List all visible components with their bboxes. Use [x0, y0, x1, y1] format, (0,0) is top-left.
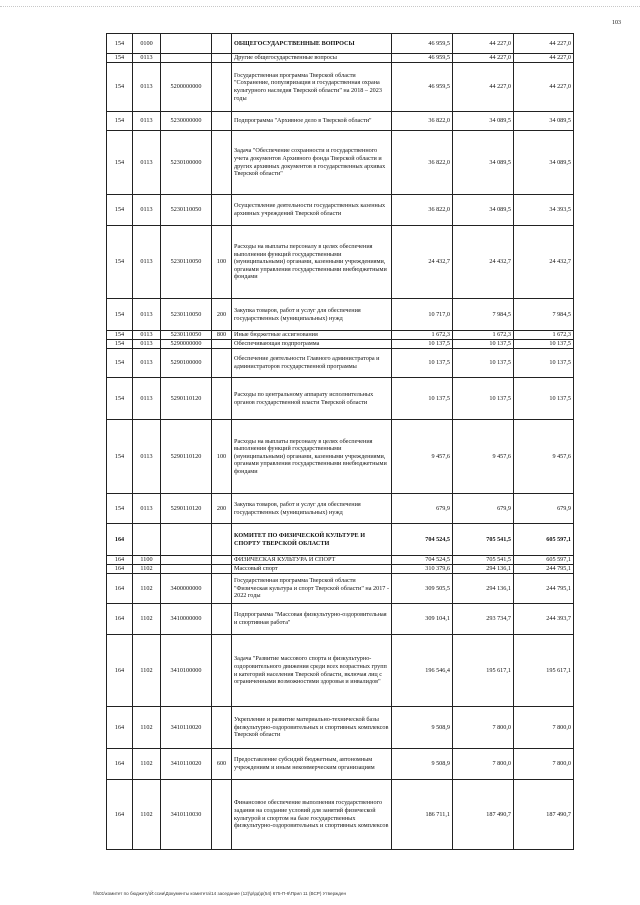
cell-amount-year-1: 196 546,4 [392, 635, 453, 707]
cell-amount-year-2: 7 984,5 [453, 299, 514, 331]
cell-amount-year-1: 10 137,5 [392, 378, 453, 420]
cell-target-article [161, 54, 212, 63]
cell-name: Расходы на выплаты персоналу в целях обеспечения выполнения функций государственными (муниципальными) органами, казенными учреждениями, органами управления государственными внебюджетными фондами [232, 226, 392, 299]
cell-chapter: 154 [107, 112, 133, 131]
table-row [107, 349, 574, 378]
cell-amount-year-2: 44 227,0 [453, 34, 514, 54]
cell-amount-year-1: 46 959,5 [392, 54, 453, 63]
cell-amount-year-2: 7 800,0 [453, 707, 514, 749]
cell-expense-type: 600 [212, 749, 232, 780]
table-row [107, 63, 574, 112]
cell-section-code: 0113 [133, 131, 161, 195]
cell-name: Закупка товаров, работ и услуг для обеспечения государственных (муниципальных) нужд [232, 299, 392, 331]
table-row [107, 556, 574, 565]
cell-amount-year-3: 7 984,5 [514, 299, 574, 331]
cell-name: Государственная программа Тверской области "Сохранение, популяризация и государственная охрана культурного наследия Тверской области" на 2018 – 2023 годы [232, 63, 392, 112]
cell-chapter: 164 [107, 556, 133, 565]
cell-name: Другие общегосударственные вопросы [232, 54, 392, 63]
cell-target-article: 3410110030 [161, 780, 212, 850]
cell-name: Укрепление и развитие материально-технической базы физкультурно-оздоровительных и спортивных комплексов Тверской области [232, 707, 392, 749]
cell-chapter: 154 [107, 340, 133, 349]
cell-chapter: 164 [107, 574, 133, 604]
cell-amount-year-2: 705 541,5 [453, 524, 514, 556]
cell-target-article: 5290110120 [161, 378, 212, 420]
cell-chapter: 164 [107, 635, 133, 707]
cell-section-code: 0113 [133, 340, 161, 349]
cell-name: Массовый спорт [232, 565, 392, 574]
cell-amount-year-1: 46 959,5 [392, 63, 453, 112]
cell-target-article: 5230110050 [161, 331, 212, 340]
cell-target-article: 5230110050 [161, 195, 212, 226]
cell-expense-type [212, 780, 232, 850]
cell-chapter: 154 [107, 34, 133, 54]
top-dotted-rule [0, 6, 640, 8]
cell-amount-year-3: 10 137,5 [514, 378, 574, 420]
table-row [107, 112, 574, 131]
cell-expense-type [212, 524, 232, 556]
cell-amount-year-3: 679,9 [514, 494, 574, 524]
table-row [107, 604, 574, 635]
cell-chapter: 154 [107, 131, 133, 195]
cell-amount-year-1: 10 717,0 [392, 299, 453, 331]
cell-amount-year-3: 34 393,5 [514, 195, 574, 226]
table-row [107, 780, 574, 850]
cell-amount-year-2: 34 089,5 [453, 112, 514, 131]
cell-section-code: 0100 [133, 34, 161, 54]
cell-name: Задача "Обеспечение сохранности и государственного учета документов Архивного фонда Тверской области и других архивных документов в государственных архивах Тверской области" [232, 131, 392, 195]
cell-section-code: 1102 [133, 707, 161, 749]
cell-section-code: 0113 [133, 299, 161, 331]
cell-name: Иные бюджетные ассигнования [232, 331, 392, 340]
cell-amount-year-3: 605 597,1 [514, 556, 574, 565]
cell-amount-year-1: 10 137,5 [392, 349, 453, 378]
cell-amount-year-1: 9 508,9 [392, 707, 453, 749]
cell-chapter: 164 [107, 707, 133, 749]
cell-target-article: 5290110120 [161, 494, 212, 524]
cell-amount-year-3: 24 432,7 [514, 226, 574, 299]
cell-section-code: 1102 [133, 574, 161, 604]
cell-name: ФИЗИЧЕСКАЯ КУЛЬТУРА И СПОРТ [232, 556, 392, 565]
cell-chapter: 164 [107, 524, 133, 556]
cell-amount-year-2: 679,9 [453, 494, 514, 524]
cell-chapter: 164 [107, 604, 133, 635]
cell-target-article: 3400000000 [161, 574, 212, 604]
cell-amount-year-1: 36 822,0 [392, 195, 453, 226]
cell-name: Расходы на выплаты персоналу в целях обеспечения выполнения функций государственными (муниципальными) органами, казенными учреждениями, органами управления государственными внебюджетными фондами [232, 420, 392, 494]
cell-name: Государственная программа Тверской области "Физическая культура и спорт Тверской области" на 2017 - 2022 годы [232, 574, 392, 604]
cell-amount-year-1: 309 104,1 [392, 604, 453, 635]
cell-amount-year-1: 10 137,5 [392, 340, 453, 349]
cell-chapter: 154 [107, 331, 133, 340]
cell-amount-year-1: 704 524,5 [392, 524, 453, 556]
cell-target-article: 5290000000 [161, 340, 212, 349]
cell-section-code: 0113 [133, 420, 161, 494]
cell-target-article: 5230110050 [161, 226, 212, 299]
cell-amount-year-1: 1 672,3 [392, 331, 453, 340]
cell-amount-year-3: 1 672,3 [514, 331, 574, 340]
table-row [107, 420, 574, 494]
cell-expense-type [212, 34, 232, 54]
table-row [107, 131, 574, 195]
cell-chapter: 154 [107, 226, 133, 299]
cell-amount-year-1: 46 959,5 [392, 34, 453, 54]
cell-name: ОБЩЕГОСУДАРСТВЕННЫЕ ВОПРОСЫ [232, 34, 392, 54]
table-row [107, 635, 574, 707]
budget-table [106, 33, 574, 850]
cell-name: Обеспечение деятельности Главного администратора и администраторов государственной программы [232, 349, 392, 378]
cell-amount-year-2: 294 136,1 [453, 574, 514, 604]
table-row [107, 565, 574, 574]
cell-amount-year-1: 679,9 [392, 494, 453, 524]
table-row [107, 226, 574, 299]
cell-amount-year-2: 44 227,0 [453, 54, 514, 63]
cell-chapter: 154 [107, 299, 133, 331]
cell-amount-year-3: 7 800,0 [514, 749, 574, 780]
cell-section-code: 1102 [133, 780, 161, 850]
cell-target-article: 5290110120 [161, 420, 212, 494]
cell-amount-year-3: 9 457,6 [514, 420, 574, 494]
cell-amount-year-3: 244 795,1 [514, 565, 574, 574]
cell-chapter: 154 [107, 349, 133, 378]
cell-target-article: 5230100000 [161, 131, 212, 195]
table-body [107, 34, 574, 850]
cell-section-code [133, 524, 161, 556]
cell-name: Предоставление субсидий бюджетным, автономным учреждениям и иным некоммерческим организациям [232, 749, 392, 780]
cell-expense-type [212, 604, 232, 635]
cell-name: Подпрограмма "Архивное дело в Тверской области" [232, 112, 392, 131]
cell-section-code: 1102 [133, 635, 161, 707]
table-row [107, 749, 574, 780]
cell-amount-year-2: 7 800,0 [453, 749, 514, 780]
table-row [107, 494, 574, 524]
cell-amount-year-2: 10 137,5 [453, 349, 514, 378]
cell-amount-year-1: 704 524,5 [392, 556, 453, 565]
cell-chapter: 154 [107, 63, 133, 112]
table-row [107, 340, 574, 349]
cell-amount-year-2: 195 617,1 [453, 635, 514, 707]
cell-amount-year-2: 9 457,6 [453, 420, 514, 494]
cell-section-code: 0113 [133, 331, 161, 340]
table-row [107, 299, 574, 331]
cell-amount-year-1: 24 432,7 [392, 226, 453, 299]
cell-target-article: 3410000000 [161, 604, 212, 635]
cell-expense-type [212, 378, 232, 420]
table-row [107, 34, 574, 54]
cell-target-article [161, 556, 212, 565]
cell-target-article: 3410100000 [161, 635, 212, 707]
cell-target-article: 5200000000 [161, 63, 212, 112]
cell-amount-year-2: 44 227,0 [453, 63, 514, 112]
cell-amount-year-2: 10 137,5 [453, 378, 514, 420]
cell-target-article: 5230000000 [161, 112, 212, 131]
cell-name: Задача "Развитие массового спорта и физкультурно-оздоровительного движения среди всех возрастных групп и категорий населения Тверской области, включая лиц с ограниченными возможностями здоровья и инвалидов" [232, 635, 392, 707]
table-row [107, 378, 574, 420]
footer-file-path: \\fs01\комитет по бюджету\Й:ссии\Документы комитета\14 заседание (12)\р\рд\р(54) 675-П-6\Прил 11 (ВСР) Утвержден [93, 891, 347, 896]
cell-amount-year-3: 34 089,5 [514, 112, 574, 131]
cell-chapter: 164 [107, 565, 133, 574]
table-row [107, 524, 574, 556]
cell-expense-type: 800 [212, 331, 232, 340]
cell-amount-year-2: 293 734,7 [453, 604, 514, 635]
cell-target-article [161, 34, 212, 54]
cell-name: Финансовое обеспечение выполнения государственного задания на создание условий для занятий физической культурой и спортом на базе государственных физкультурно-оздоровительных и спортивных комплексов [232, 780, 392, 850]
cell-expense-type [212, 112, 232, 131]
cell-amount-year-1: 9 508,9 [392, 749, 453, 780]
cell-amount-year-3: 244 795,1 [514, 574, 574, 604]
cell-amount-year-2: 10 137,5 [453, 340, 514, 349]
cell-amount-year-2: 34 089,5 [453, 131, 514, 195]
cell-amount-year-3: 10 137,5 [514, 340, 574, 349]
cell-expense-type [212, 340, 232, 349]
cell-expense-type [212, 565, 232, 574]
cell-section-code: 0113 [133, 378, 161, 420]
cell-amount-year-3: 195 617,1 [514, 635, 574, 707]
cell-name: Закупка товаров, работ и услуг для обеспечения государственных (муниципальных) нужд [232, 494, 392, 524]
table-row [107, 574, 574, 604]
cell-amount-year-3: 44 227,0 [514, 34, 574, 54]
cell-target-article: 5290100000 [161, 349, 212, 378]
cell-expense-type: 200 [212, 494, 232, 524]
cell-amount-year-1: 309 505,5 [392, 574, 453, 604]
cell-amount-year-3: 7 800,0 [514, 707, 574, 749]
cell-expense-type [212, 707, 232, 749]
cell-expense-type [212, 349, 232, 378]
cell-section-code: 1102 [133, 565, 161, 574]
cell-target-article [161, 565, 212, 574]
table-row [107, 707, 574, 749]
cell-chapter: 154 [107, 420, 133, 494]
table-row [107, 195, 574, 226]
cell-expense-type [212, 556, 232, 565]
cell-chapter: 154 [107, 195, 133, 226]
cell-section-code: 0113 [133, 226, 161, 299]
cell-chapter: 154 [107, 54, 133, 63]
cell-expense-type [212, 195, 232, 226]
cell-amount-year-1: 36 822,0 [392, 131, 453, 195]
cell-section-code: 0113 [133, 349, 161, 378]
cell-amount-year-1: 9 457,6 [392, 420, 453, 494]
cell-section-code: 0113 [133, 63, 161, 112]
cell-amount-year-2: 24 432,7 [453, 226, 514, 299]
cell-chapter: 164 [107, 749, 133, 780]
cell-expense-type [212, 574, 232, 604]
cell-expense-type: 200 [212, 299, 232, 331]
cell-target-article: 3410110020 [161, 749, 212, 780]
cell-amount-year-3: 44 227,0 [514, 63, 574, 112]
cell-name: Обеспечивающая подпрограмма [232, 340, 392, 349]
cell-amount-year-1: 186 711,1 [392, 780, 453, 850]
cell-amount-year-3: 34 089,5 [514, 131, 574, 195]
cell-amount-year-2: 34 089,5 [453, 195, 514, 226]
cell-name: Подпрограмма "Массовая физкультурно-оздоровительная и спортивная работа" [232, 604, 392, 635]
cell-section-code: 1100 [133, 556, 161, 565]
cell-expense-type [212, 131, 232, 195]
cell-amount-year-1: 36 822,0 [392, 112, 453, 131]
cell-section-code: 0113 [133, 195, 161, 226]
cell-amount-year-2: 294 136,1 [453, 565, 514, 574]
table-row [107, 54, 574, 63]
cell-chapter: 154 [107, 494, 133, 524]
cell-target-article: 3410110020 [161, 707, 212, 749]
cell-amount-year-3: 244 393,7 [514, 604, 574, 635]
cell-expense-type [212, 635, 232, 707]
cell-section-code: 1102 [133, 749, 161, 780]
cell-section-code: 0113 [133, 494, 161, 524]
cell-amount-year-3: 10 137,5 [514, 349, 574, 378]
cell-section-code: 0113 [133, 112, 161, 131]
cell-amount-year-3: 187 490,7 [514, 780, 574, 850]
cell-amount-year-2: 705 541,5 [453, 556, 514, 565]
cell-section-code: 0113 [133, 54, 161, 63]
page-number: 103 [612, 20, 621, 26]
cell-amount-year-3: 44 227,0 [514, 54, 574, 63]
cell-chapter: 154 [107, 378, 133, 420]
cell-chapter: 164 [107, 780, 133, 850]
cell-target-article [161, 524, 212, 556]
cell-name: Расходы по центральному аппарату исполнительных органов государственной власти Тверской области [232, 378, 392, 420]
table-row [107, 331, 574, 340]
cell-name: КОМИТЕТ ПО ФИЗИЧЕСКОЙ КУЛЬТУРЕ И СПОРТУ ТВЕРСКОЙ ОБЛАСТИ [232, 524, 392, 556]
cell-name: Осуществление деятельности государственных казенных архивных учреждений Тверской области [232, 195, 392, 226]
cell-amount-year-2: 187 490,7 [453, 780, 514, 850]
cell-expense-type [212, 63, 232, 112]
cell-amount-year-3: 605 597,1 [514, 524, 574, 556]
cell-amount-year-1: 310 379,6 [392, 565, 453, 574]
cell-expense-type: 100 [212, 420, 232, 494]
cell-target-article: 5230110050 [161, 299, 212, 331]
cell-section-code: 1102 [133, 604, 161, 635]
cell-amount-year-2: 1 672,3 [453, 331, 514, 340]
cell-expense-type: 100 [212, 226, 232, 299]
cell-expense-type [212, 54, 232, 63]
